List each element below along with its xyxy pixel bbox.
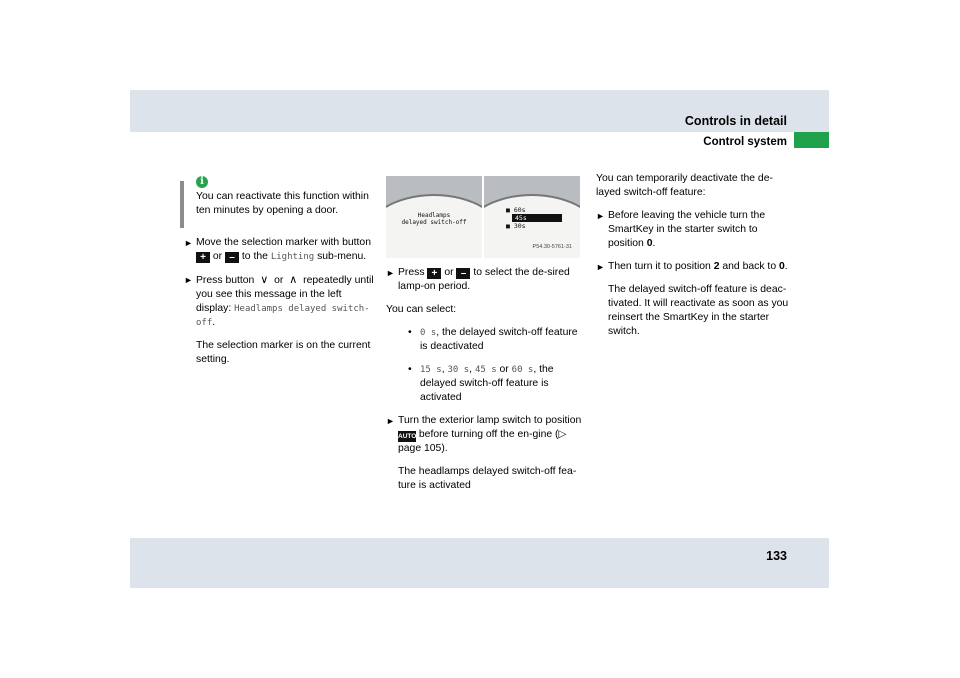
instruction-step	[184, 236, 376, 264]
step-arrow-icon: ►	[386, 268, 395, 278]
instruction-step	[386, 266, 584, 294]
step-arrow-icon: ►	[386, 416, 395, 426]
option-45s-selected: 45s	[512, 214, 562, 222]
instruction-step	[184, 273, 376, 367]
select-label: You can select:	[386, 304, 457, 315]
intro-text: You can temporarily deactivate the de-layed switch-off feature:	[596, 173, 773, 198]
list-item: • 0 s, the delayed switch-off feature is deactivated	[408, 327, 578, 352]
instruction-step	[386, 414, 584, 493]
step-text: Press button ∨ or ∧ repeatedly until you see this message in the left display: Headlamps delayed switch-off.	[196, 274, 374, 328]
display-panel-options	[484, 176, 580, 258]
plus-button-icon: +	[427, 268, 441, 279]
step-result: The selection marker is on the current setting.	[196, 340, 371, 365]
menu-name: Lighting	[270, 252, 315, 262]
step-result: The headlamps delayed switch-off fea-ture is activated	[398, 466, 577, 491]
step-text: Before leaving the vehicle turn the SmartKey in the starter switch to position 0.	[608, 210, 766, 249]
instruction-step	[596, 209, 796, 251]
display-panel-message: Headlamps delayed switch-off	[386, 176, 482, 258]
auto-position-icon: AUTO	[398, 433, 417, 440]
list-item: • 15 s, 30 s, 45 s or 60 s, the delayed switch-off feature is activated	[408, 364, 554, 403]
step-text: Then turn it to position 2 and back to 0.	[608, 261, 788, 272]
option-30s: ■ 30s	[506, 222, 526, 230]
column-3	[596, 172, 796, 348]
page-number: 133	[766, 549, 787, 563]
info-icon: i	[196, 176, 208, 188]
step-text: Move the selection marker with button + or – to the Lighting sub-menu.	[196, 237, 371, 263]
info-note	[184, 176, 376, 218]
section-title: Control system	[703, 136, 787, 148]
plus-button-icon: +	[196, 252, 210, 263]
display-message: Headlamps delayed switch-off	[196, 304, 370, 328]
chapter-title: Controls in detail	[684, 114, 787, 128]
step-arrow-icon: ►	[596, 262, 605, 272]
column-2	[386, 172, 584, 502]
section-tab	[794, 132, 829, 148]
step-arrow-icon: ►	[184, 275, 193, 285]
minus-button-icon: –	[225, 252, 239, 263]
step-result: The delayed switch-off feature is deac-tivated. It will reactivate as soon as you reinsert the SmartKey in the starter switch.	[608, 284, 789, 337]
display-figure	[386, 172, 584, 258]
step-arrow-icon: ►	[184, 238, 193, 248]
step-text: Press + or – to select the de-sired lamp-on period.	[398, 267, 570, 292]
column-1	[184, 172, 376, 376]
chevron-up-icon: ∨	[260, 274, 269, 286]
note-text: You can reactivate this function within ten minutes by opening a door.	[196, 191, 369, 216]
step-arrow-icon: ►	[596, 211, 605, 221]
figure-code: P54.30-5761-31	[532, 244, 572, 250]
footer-band	[130, 538, 829, 588]
step-text: Turn the exterior lamp switch to position AUTO before turning off the en-gine (▷ page 105).	[398, 415, 582, 454]
instruction-step	[596, 260, 796, 339]
minus-button-icon: –	[456, 268, 470, 279]
option-60s: ■ 60s	[506, 206, 526, 214]
chevron-down-icon: ∧	[289, 274, 298, 286]
